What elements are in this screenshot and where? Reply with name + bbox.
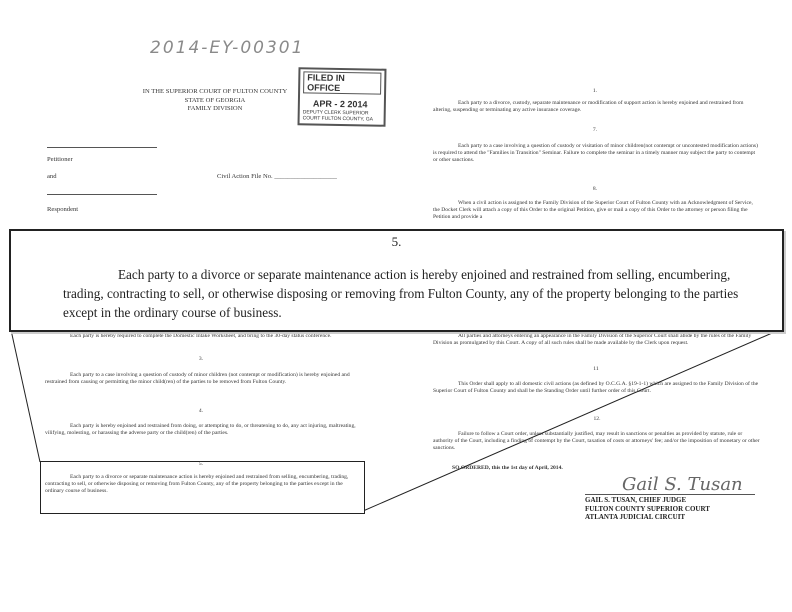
judge-name: GAIL S. TUSAN, CHIEF JUDGE <box>585 496 687 504</box>
right-para-1: Each party to a divorce, custody, separate maintenance or modification of support action is hereby enjoined and restrained from altering, suspending or terminating any active insurance coverage. <box>433 100 744 113</box>
left-para-4-num: 4. <box>198 408 204 414</box>
right-para-5-num: 11 <box>593 366 599 372</box>
court-header-line2: STATE OF GEORGIA <box>184 96 246 104</box>
left-para-3-num: 3. <box>198 356 204 362</box>
left-para-2: Each party is hereby required to complete the Domestic Intake Worksheet, and bring to the 30-day status conference. <box>70 333 332 339</box>
stamp-title: FILED IN OFFICE <box>303 71 381 94</box>
callout-text: Each party to a divorce or separate maintenance action is hereby enjoined and restrained from selling, encumbering, trading, contracting to sell, or otherwise disposing or removing from Fulton County, any of the property belonging to the parties except in the ordinary course of business. <box>63 267 739 320</box>
right-para-3: When a civil action is assigned to the Family Division of the Superior Court of Fulton County with an Acknowledgment of Service, the Docket Clerk will attach a copy of this Order to the original Petition, give or mail a copy of this Order to the attorney or person filing the Petition and provide a <box>433 200 753 220</box>
right-para-1-num: 1. <box>592 88 598 94</box>
right-para-2: Each party to a case involving a question of custody or visitation of minor children(not contempt or uncontested modification actions) is required to attend the "Families in Transition" Seminar. Failure to complete the seminar in a timely manner may subject the party to contempt or other sanctions. <box>433 143 758 163</box>
callout-number: 5. <box>391 234 402 249</box>
signature-line <box>585 494 755 495</box>
so-ordered-line: SO ORDERED, this the 1st day of April, 2014. <box>452 465 563 471</box>
right-para-2-num: 7. <box>592 127 598 133</box>
left-para-5: Each party to a divorce or separate maintenance action is hereby enjoined and restrained from selling, encumbering, trading, contracting to sell, or otherwise disposing or removing from Fulton County, any of the property belonging to the parties except in the ordinary course of business. <box>45 474 349 494</box>
court-header-line1: IN THE SUPERIOR COURT OF FULTON COUNTY <box>142 88 288 95</box>
right-para-4: All parties and attorneys entering an appearance in the Family Division of the Superior Court shall abide by the rules of the Family Division as promulgated by this Court. A copy of all such rules shall be made available by the Clerk upon request. <box>433 333 752 346</box>
judge-court: FULTON COUNTY SUPERIOR COURT <box>585 504 710 513</box>
judge-circuit: ATLANTA JUDICIAL CIRCUIT <box>585 513 686 521</box>
left-para-3: Each party to a case involving a question of custody of minor children (not contempt or modification) is hereby enjoined and restrained from causing or permitting the minor child(ren) of the parties to be removed from Fulton County. <box>45 372 350 385</box>
judge-signature: Gail S. Tusan <box>622 474 743 495</box>
civil-action-label: Civil Action File No. ___________________ <box>217 173 337 180</box>
right-para-6-num: 12. <box>593 416 601 422</box>
case-number-handwritten: 2014-EY-00301 <box>150 38 305 58</box>
right-para-6: Failure to follow a Court order, unless substantially justified, may result in sanctions or penalties as provided by statute, rule or authority of the Court, including a finding of contempt by the Court, taxation of costs or attorneys' fee; and/or the imposition of monetary or other sanctions. <box>433 431 760 451</box>
left-para-4: Each party is hereby enjoined and restrained from doing, or attempting to do, or threatening to do, any act injuring, maltreating, vilifying, molesting, or harassing the adverse party or the child(ren) of the parties. <box>45 423 356 436</box>
stamp-date: APR - 2 2014 <box>312 98 368 110</box>
petitioner-label: Petitioner <box>47 156 73 163</box>
right-para-5: This Order shall apply to all domestic civil actions (as defined by O.C.G.A. §19-1-1) which are assigned to the Family Division of the Superior Court of Fulton County and shall be the Standing Order until further order of this Court. <box>433 381 759 394</box>
enlarged-paragraph-callout <box>9 229 784 332</box>
court-header-line3: FAMILY DIVISION <box>187 105 243 113</box>
respondent-label: Respondent <box>47 206 79 213</box>
left-para-5-num: 5. <box>198 461 204 467</box>
judge-block <box>585 496 710 522</box>
and-label: and <box>47 173 57 180</box>
stamp-clerk: DEPUTY CLERK SUPERIOR COURT FULTON COUNTY, GA <box>302 109 374 123</box>
callout-text-block <box>63 265 763 322</box>
right-para-3-num: 8. <box>592 186 598 192</box>
